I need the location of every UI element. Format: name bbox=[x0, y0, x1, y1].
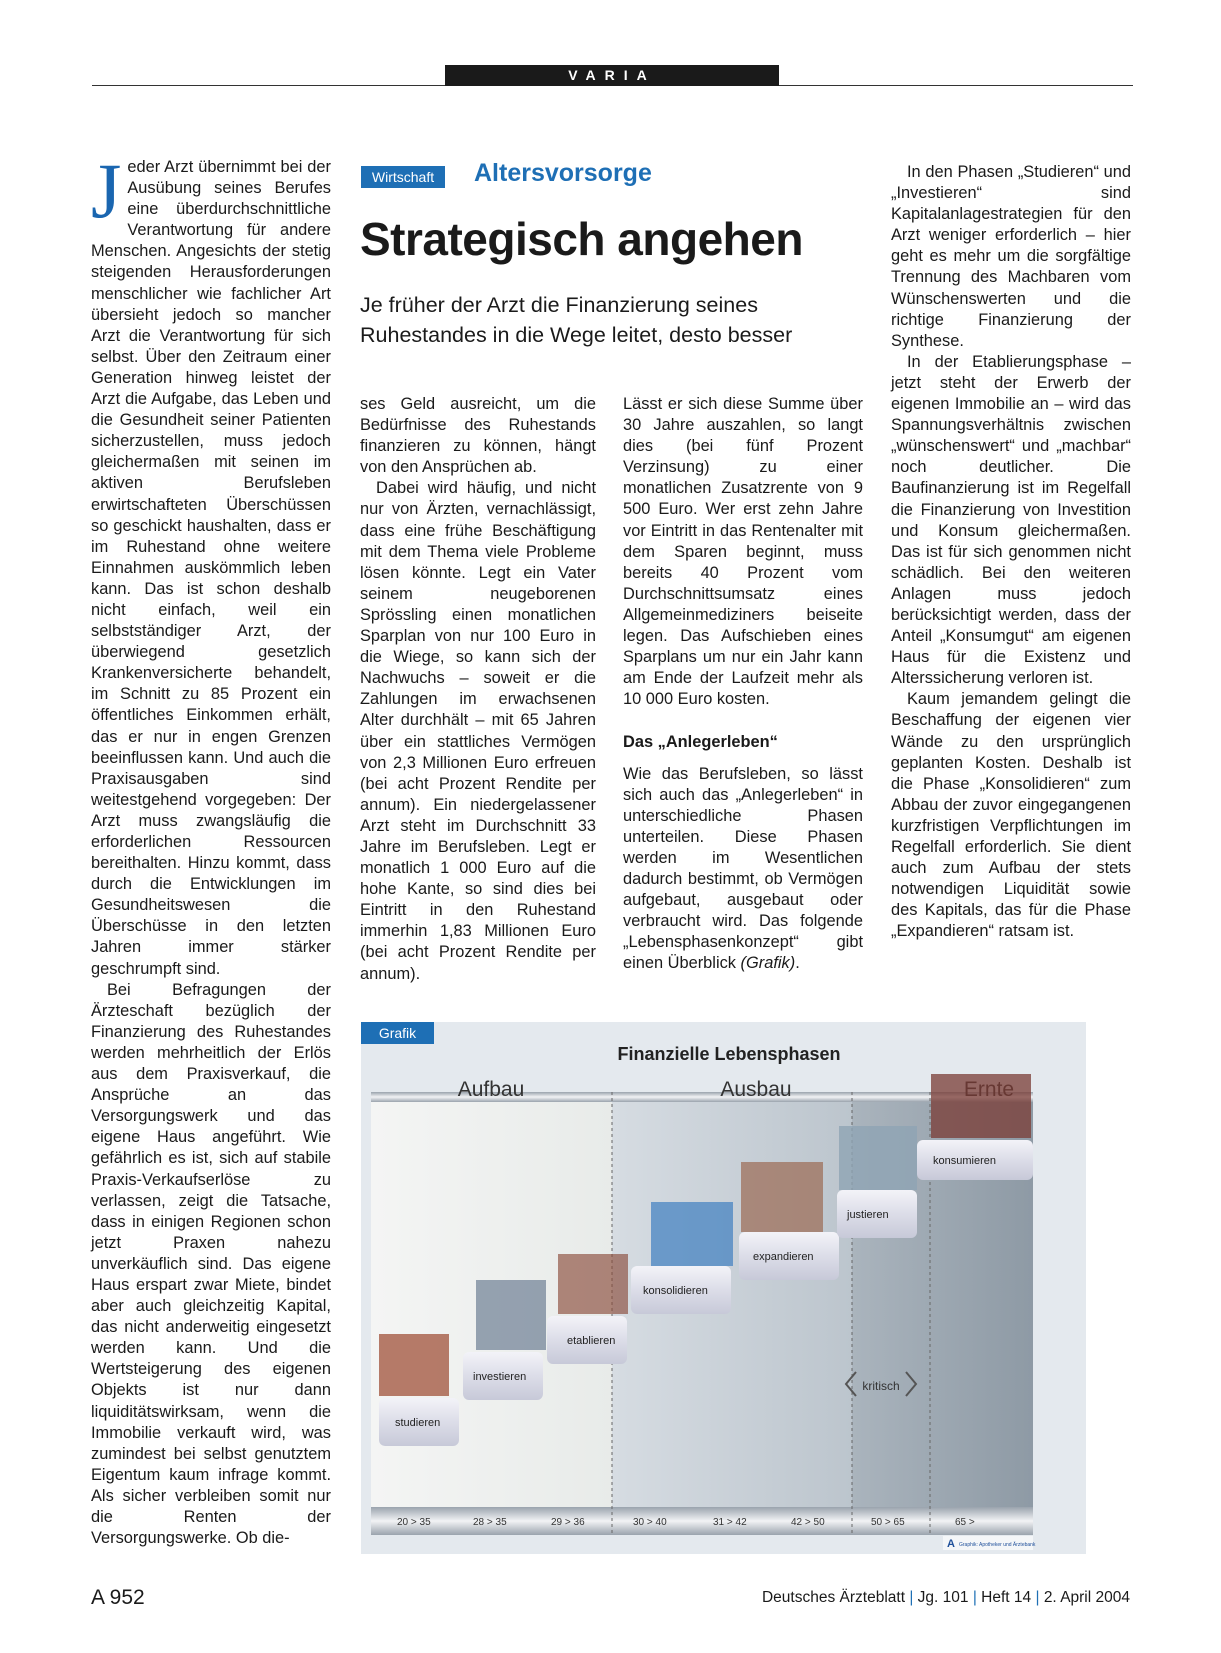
column-3 bbox=[623, 394, 863, 974]
journal-name: Deutsches Ärzteblatt bbox=[761, 1589, 905, 1606]
paragraph: Wie das Berufsleben, so lässt sich auch das „Anlegerleben“ in unterschiedliche Phasen unterteilen. Diese Phasen werden im Wesentlichen dadurch bestimmt, ob Vermögen aufgebaut, ausgebaut oder verbraucht wird. Das folgende „Lebensphasenkonzept“ gibt einen Überblick (Grafik). bbox=[623, 764, 863, 973]
svg-text:kritisch: kritisch bbox=[862, 1379, 900, 1393]
paragraph: Dabei wird häufig, und nicht nur von Ärzten, vernachlässigt, dass eine frühe Beschäftigung mit dem Thema viele Probleme lösen könnte. Legt ein Vater seinem neugeborenen Sprössling einen monatlichen Sparplan von nur 100 Euro in die Wiege, so kann sich der Nachwuchs – soweit er die Zahlungen im erwachsenen Alter durchhält – mit 65 Jahren über ein stattliches Vermögen von 2,3 Millionen Euro erfreuen (bei acht Prozent Rendite per annum). Ein niedergelassener Arzt steht im Durchschnitt 33 Jahre im Berufsleben. Legt er monatlich 1 000 Euro auf die hohe Kante, so sind dies bei Eintritt in den Ruhestand immerhin 1,83 Millionen Euro (bei acht Prozent Rendite per annum). bbox=[360, 479, 596, 983]
age-label: 65 > bbox=[955, 1517, 975, 1528]
svg-text:studieren: studieren bbox=[395, 1417, 441, 1429]
page-number: A 952 bbox=[91, 1586, 145, 1609]
svg-text:Graphik: Apotheker und Ärzteba: Graphik: Apotheker und Ärztebank bbox=[959, 1542, 1036, 1548]
figure-canvas bbox=[361, 1022, 1086, 1554]
svg-text:investieren: investieren bbox=[473, 1371, 527, 1383]
journal-volume: Jg. 101 bbox=[917, 1589, 969, 1606]
age-label: 42 > 50 bbox=[791, 1517, 825, 1528]
paragraph: ses Geld ausreicht, um die Bedürfnisse des Ruhestands finanzieren zu können, hängt von den Ansprüchen ab. bbox=[360, 395, 596, 477]
drop-cap: J bbox=[91, 147, 122, 234]
paragraph: In der Etablierungsphase – jetzt steht der Erwerb der eigenen Immobilie an – wird das Spannungsverhältnis zwischen „wünschenswert“ und „machbar“ noch deutlicher. Die Baufinanzierung ist im Regelfall die Finanzierung von Investition und Konsum gleichermaßen. Das ist für sich genommen nicht schädlich. Bei den weiteren Anlagen muss jedoch berücksichtigt werden, dass der Anteil „Konsumgut“ am eigenen Haus für die Existenz und Alterssicherung verloren ist. bbox=[891, 352, 1131, 688]
step-studieren bbox=[379, 1334, 459, 1446]
age-label: 28 > 35 bbox=[473, 1517, 507, 1528]
category-tag: Wirtschaft bbox=[361, 166, 445, 188]
journal-date: 2. April 2004 bbox=[1043, 1589, 1130, 1606]
paragraph: Kaum jemandem gelingt die Beschaffung der eigenen vier Wände zu den ursprünglich geplanten Kosten. Deshalb ist die Phase „Konsolidieren“ zum Abbau der zuvor eingegangenen kurzfristigen Verpflichtungen im Regelfall erforderlich. Sie dient auch zum Aufbau der stets notwendigen Liquidität sowie des Kapitals, das für die Phase „Expandieren“ ratsam ist. bbox=[891, 690, 1131, 941]
figure-tag: Grafik bbox=[361, 1022, 434, 1044]
journal-info: Deutsches Ärzteblatt | Jg. 101 | Heft 14 | 2. April 2004 bbox=[761, 1589, 1130, 1606]
figure-title: Finanzielle Lebensphasen bbox=[617, 1044, 841, 1064]
svg-text:A: A bbox=[947, 1538, 955, 1550]
paragraph: In den Phasen „Studieren“ und „Investieren“ sind Kapitalanlagestrategien für den Arzt weniger erforderlich – hier geht es mehr um die sorgfältige Trennung des Machbaren vom Wünschenswerten und die richtige Finanzierung der Synthese. bbox=[891, 163, 1131, 350]
paragraph: Lässt er sich diese Summe über 30 Jahre auszahlen, so langt dies (bei fünf Prozent Verzinsung) zu einer monatlichen Zusatzrente von 9 500 Euro. Wer erst zehn Jahre vor Eintritt in das Rentenalter mit dem Sparen beginnt, muss bereits 40 Prozent vom Durchschnittsumsatz eines Allgemeinmediziners beiseite legen. Das Aufschieben eines Sparplans um nur ein Jahr kann am Ende der Laufzeit mehr als 10 000 Euro kosten. bbox=[623, 395, 863, 709]
step-investieren bbox=[463, 1352, 543, 1400]
section-label: VARIA bbox=[445, 65, 779, 86]
column-1 bbox=[91, 147, 331, 1549]
phase-label: Aufbau bbox=[457, 1078, 525, 1101]
section-subtitle: Das „Anlegerleben“ bbox=[623, 733, 778, 752]
age-label: 20 > 35 bbox=[397, 1517, 431, 1528]
svg-text:justieren: justieren bbox=[847, 1209, 889, 1221]
svg-text:konsolidieren: konsolidieren bbox=[643, 1285, 708, 1297]
kicker: Altersvorsorge bbox=[474, 159, 652, 187]
figure-lebensphasen bbox=[361, 1022, 1086, 1554]
paragraph: Jeder Arzt übernimmt bei der Ausübung seines Berufes eine überdurchschnittliche Verantwortung für andere Menschen. Angesichts der stetig steigenden Herausforderungen menschlicher wie fachlicher Art übersieht jedoch so mancher Arzt die Verantwortung für sich selbst. Über den Zeitraum einer Generation hinweg leistet der Arzt die Aufgabe, das Leben und die Gesundheit seiner Patienten sicherzustellen, muss jedoch gleichermaßen mit seinen im aktiven Berufsleben erwirtschafteten Überschüssen so geschickt haushalten, dass er im Ruhestand ohne weitere Einnahmen auskömmlich leben kann. Das ist schon deshalb nicht einfach, weil ein selbstständiger Arzt, der überwiegend gesetzlich Krankenversicherte behandelt, im Schnitt zu 85 Prozent ein öffentliches Einkommen erhält, das er nur in engen Grenzen beeinflussen kann. Und auch die Praxisausgaben sind weitestgehend vorgegeben: Der Arzt muss zwangsläufig die erforderlichen Ressourcen bereithalten. Hinzu kommt, dass durch die Entwicklungen im Gesundheitswesen die Überschüsse in den letzten Jahren immer stärker geschrumpft sind. bbox=[91, 147, 331, 978]
paragraph: Bei Befragungen der Ärzteschaft bezüglich der Finanzierung des Ruhestandes werden mehrheitlich der Erlös aus dem Praxisverkauf, die Ansprüche an das Versorgungswerk und das eigene Haus angeführt. Wie gefährlich es ist, sich auf stabile Praxis-Verkaufserlöse zu verlassen, zeigt die Tatsache, dass in einigen Regionen schon jetzt Praxen nahezu unverkäuflich sind. Das eigene Haus erspart zwar Miete, bindet aber auch gleichzeitig Kapital, das nicht anderweitig eingesetzt werden kann. Und die Wertsteigerung des eigenen Objekts ist nur dann liquiditätswirksam, wenn die Immobilie verkauft wird, was zumindest bei selbst genutztem Eigentum kaum infrage kommt. Als sicher verbleiben somit nur die Renten der Versorgungswerke. Ob die- bbox=[91, 980, 331, 1548]
svg-text:expandieren: expandieren bbox=[753, 1251, 814, 1263]
figure-logo bbox=[943, 1536, 1036, 1550]
subheadline: Je früher der Arzt die Finanzierung seines Ruhestandes in die Wege leitet, desto besser bbox=[360, 293, 793, 347]
journal-issue: Heft 14 bbox=[981, 1589, 1032, 1606]
column-2 bbox=[360, 394, 596, 985]
svg-text:etablieren: etablieren bbox=[567, 1335, 616, 1347]
age-label: 31 > 42 bbox=[713, 1517, 747, 1528]
phase-label: Ausbau bbox=[720, 1078, 792, 1101]
age-label: 30 > 40 bbox=[633, 1517, 667, 1528]
column-4 bbox=[891, 162, 1131, 942]
age-label: 29 > 36 bbox=[551, 1517, 585, 1528]
age-label: 50 > 65 bbox=[871, 1517, 905, 1528]
svg-text:konsumieren: konsumieren bbox=[933, 1155, 996, 1167]
headline: Strategisch angehen bbox=[360, 213, 803, 265]
